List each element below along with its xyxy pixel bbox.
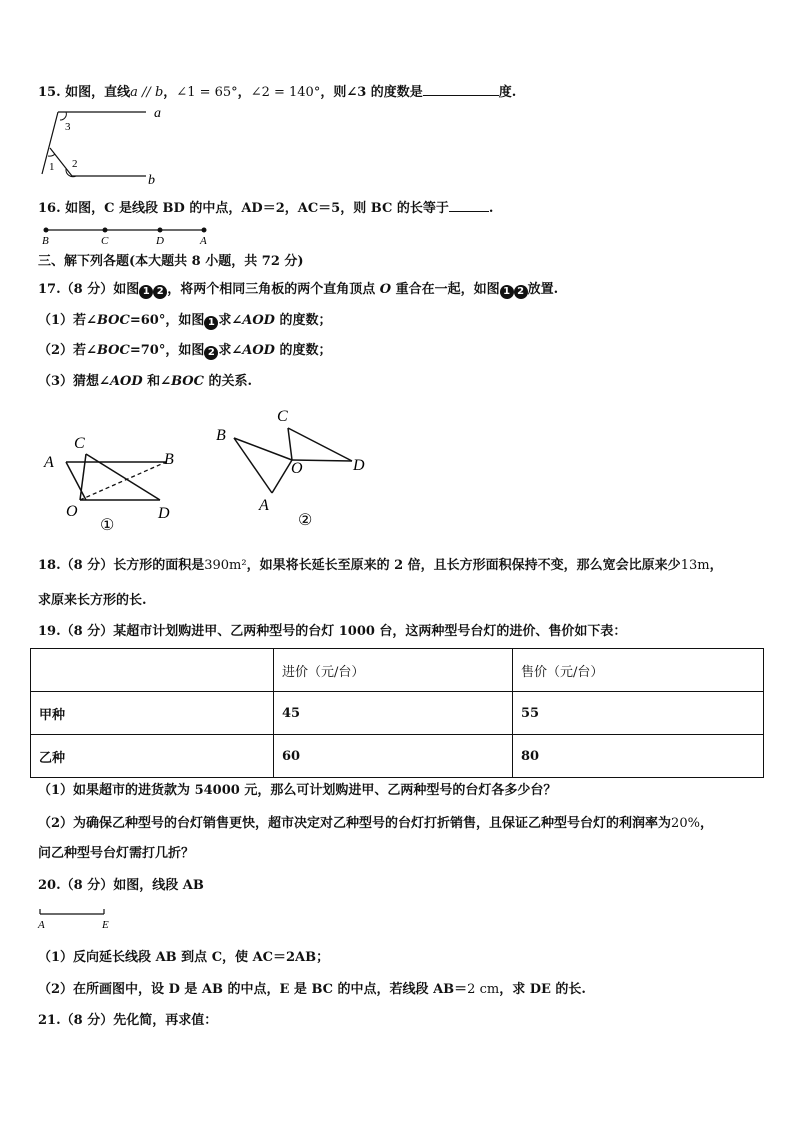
q20-part2: （2）在所画图中，设 D 是 AB 的中点，E 是 BC 的中点，若线段 AB＝2 cm，求 DE 的长. xyxy=(38,982,586,997)
point-A: A xyxy=(38,919,45,931)
label-D: D xyxy=(353,457,365,474)
q17-figure-2 xyxy=(210,405,380,535)
q19-part2: （2）为确保乙种型号的台灯销售更快，超市决定对乙种型号的台灯打折销售，且保证乙种型号台灯的利润率为20%， xyxy=(38,816,713,831)
label-a: a xyxy=(154,106,161,121)
table-row: 甲种 45 55 xyxy=(31,692,764,735)
label-3: 3 xyxy=(65,121,71,133)
q17-line: 17.（8 分）如图 1 2 ，将两个相同三角板的两个直角顶点 O 重合在一起，如图 1 2 放置. xyxy=(38,282,559,297)
q17-part3: （3）猜想∠AOD 和∠BOC 的关系. xyxy=(38,374,253,389)
q16-line: 16. 如图，C 是线段 BD 的中点，AD＝2，AC＝5，则 BC 的长等于 . xyxy=(38,197,493,219)
question-number: 18. xyxy=(38,558,61,573)
answer-blank xyxy=(449,197,489,212)
label-C: C xyxy=(74,435,85,452)
q20-part1: （1）反向延长线段 AB 到点 C，使 AC＝2AB； xyxy=(38,950,330,965)
q18-line: 18.（8 分）长方形的面积是390m²，如果将长延长至原来的 2 倍，且长方形面积保持不变，那么宽会比原来少13m， xyxy=(38,558,723,573)
q18-line2: 求原来长方形的长. xyxy=(38,593,147,608)
label-B: B xyxy=(216,427,226,444)
label-B: B xyxy=(164,451,174,468)
q17-part1: （1）若∠BOC=60°，如图 1 求∠AOD 的度数； xyxy=(38,313,332,328)
point-A: A xyxy=(200,235,207,247)
table-header-row: 进价（元/台） 售价（元/台） xyxy=(31,649,764,692)
question-number: 17. xyxy=(38,282,61,297)
q19-part2-line2: 问乙种型号台灯需打几折？ xyxy=(38,846,195,861)
q20-line: 20.（8 分）如图，线段 AB xyxy=(38,878,204,893)
label-A: A xyxy=(44,454,54,471)
question-number: 19. xyxy=(38,624,61,639)
answer-blank xyxy=(423,81,499,96)
label-O: O xyxy=(66,503,78,520)
figure-caption: ② xyxy=(298,512,313,529)
point-C: C xyxy=(101,235,109,247)
q16-figure xyxy=(38,222,218,250)
q21-line: 21.（8 分）先化简，再求值： xyxy=(38,1013,218,1028)
q15-line: 15. 如图，直线a // b，∠1 = 65°，∠2 = 140°，则∠3 的度数是 度. xyxy=(38,81,516,103)
label-O: O xyxy=(291,460,303,477)
point-B: E xyxy=(102,919,109,931)
label-2: 2 xyxy=(72,158,78,170)
label-D: D xyxy=(158,505,170,522)
label-b: b xyxy=(148,173,155,188)
label-C: C xyxy=(277,408,288,425)
table-row: 乙种 60 80 xyxy=(31,735,764,778)
price-table xyxy=(30,648,764,778)
label-A: A xyxy=(259,497,269,514)
q17-figure-1 xyxy=(38,430,188,540)
label-1: 1 xyxy=(49,161,55,173)
question-number: 21. xyxy=(38,1013,61,1028)
q17-part2: （2）若∠BOC=70°，如图 2 求∠AOD 的度数； xyxy=(38,343,332,358)
question-number: 20. xyxy=(38,878,61,893)
point-B: B xyxy=(42,235,49,247)
figure-caption: ① xyxy=(100,517,115,534)
question-number: 16. xyxy=(38,201,61,216)
point-D: D xyxy=(156,235,164,247)
question-number: 15. xyxy=(38,85,61,100)
circled-1: 1 xyxy=(139,285,153,299)
q15-figure xyxy=(36,104,166,190)
q19-part1: （1）如果超市的进货款为 54000 元，那么可计划购进甲、乙两种型号的台灯各多少台？ xyxy=(38,783,557,798)
section-heading: 三、解下列各题(本大题共 8 小题，共 72 分) xyxy=(38,254,304,269)
q19-line: 19.（8 分）某超市计划购进甲、乙两种型号的台灯 1000 台，这两种型号台灯的进价、售价如下表： xyxy=(38,624,627,639)
circled-2: 2 xyxy=(153,285,167,299)
q20-figure xyxy=(38,906,118,932)
